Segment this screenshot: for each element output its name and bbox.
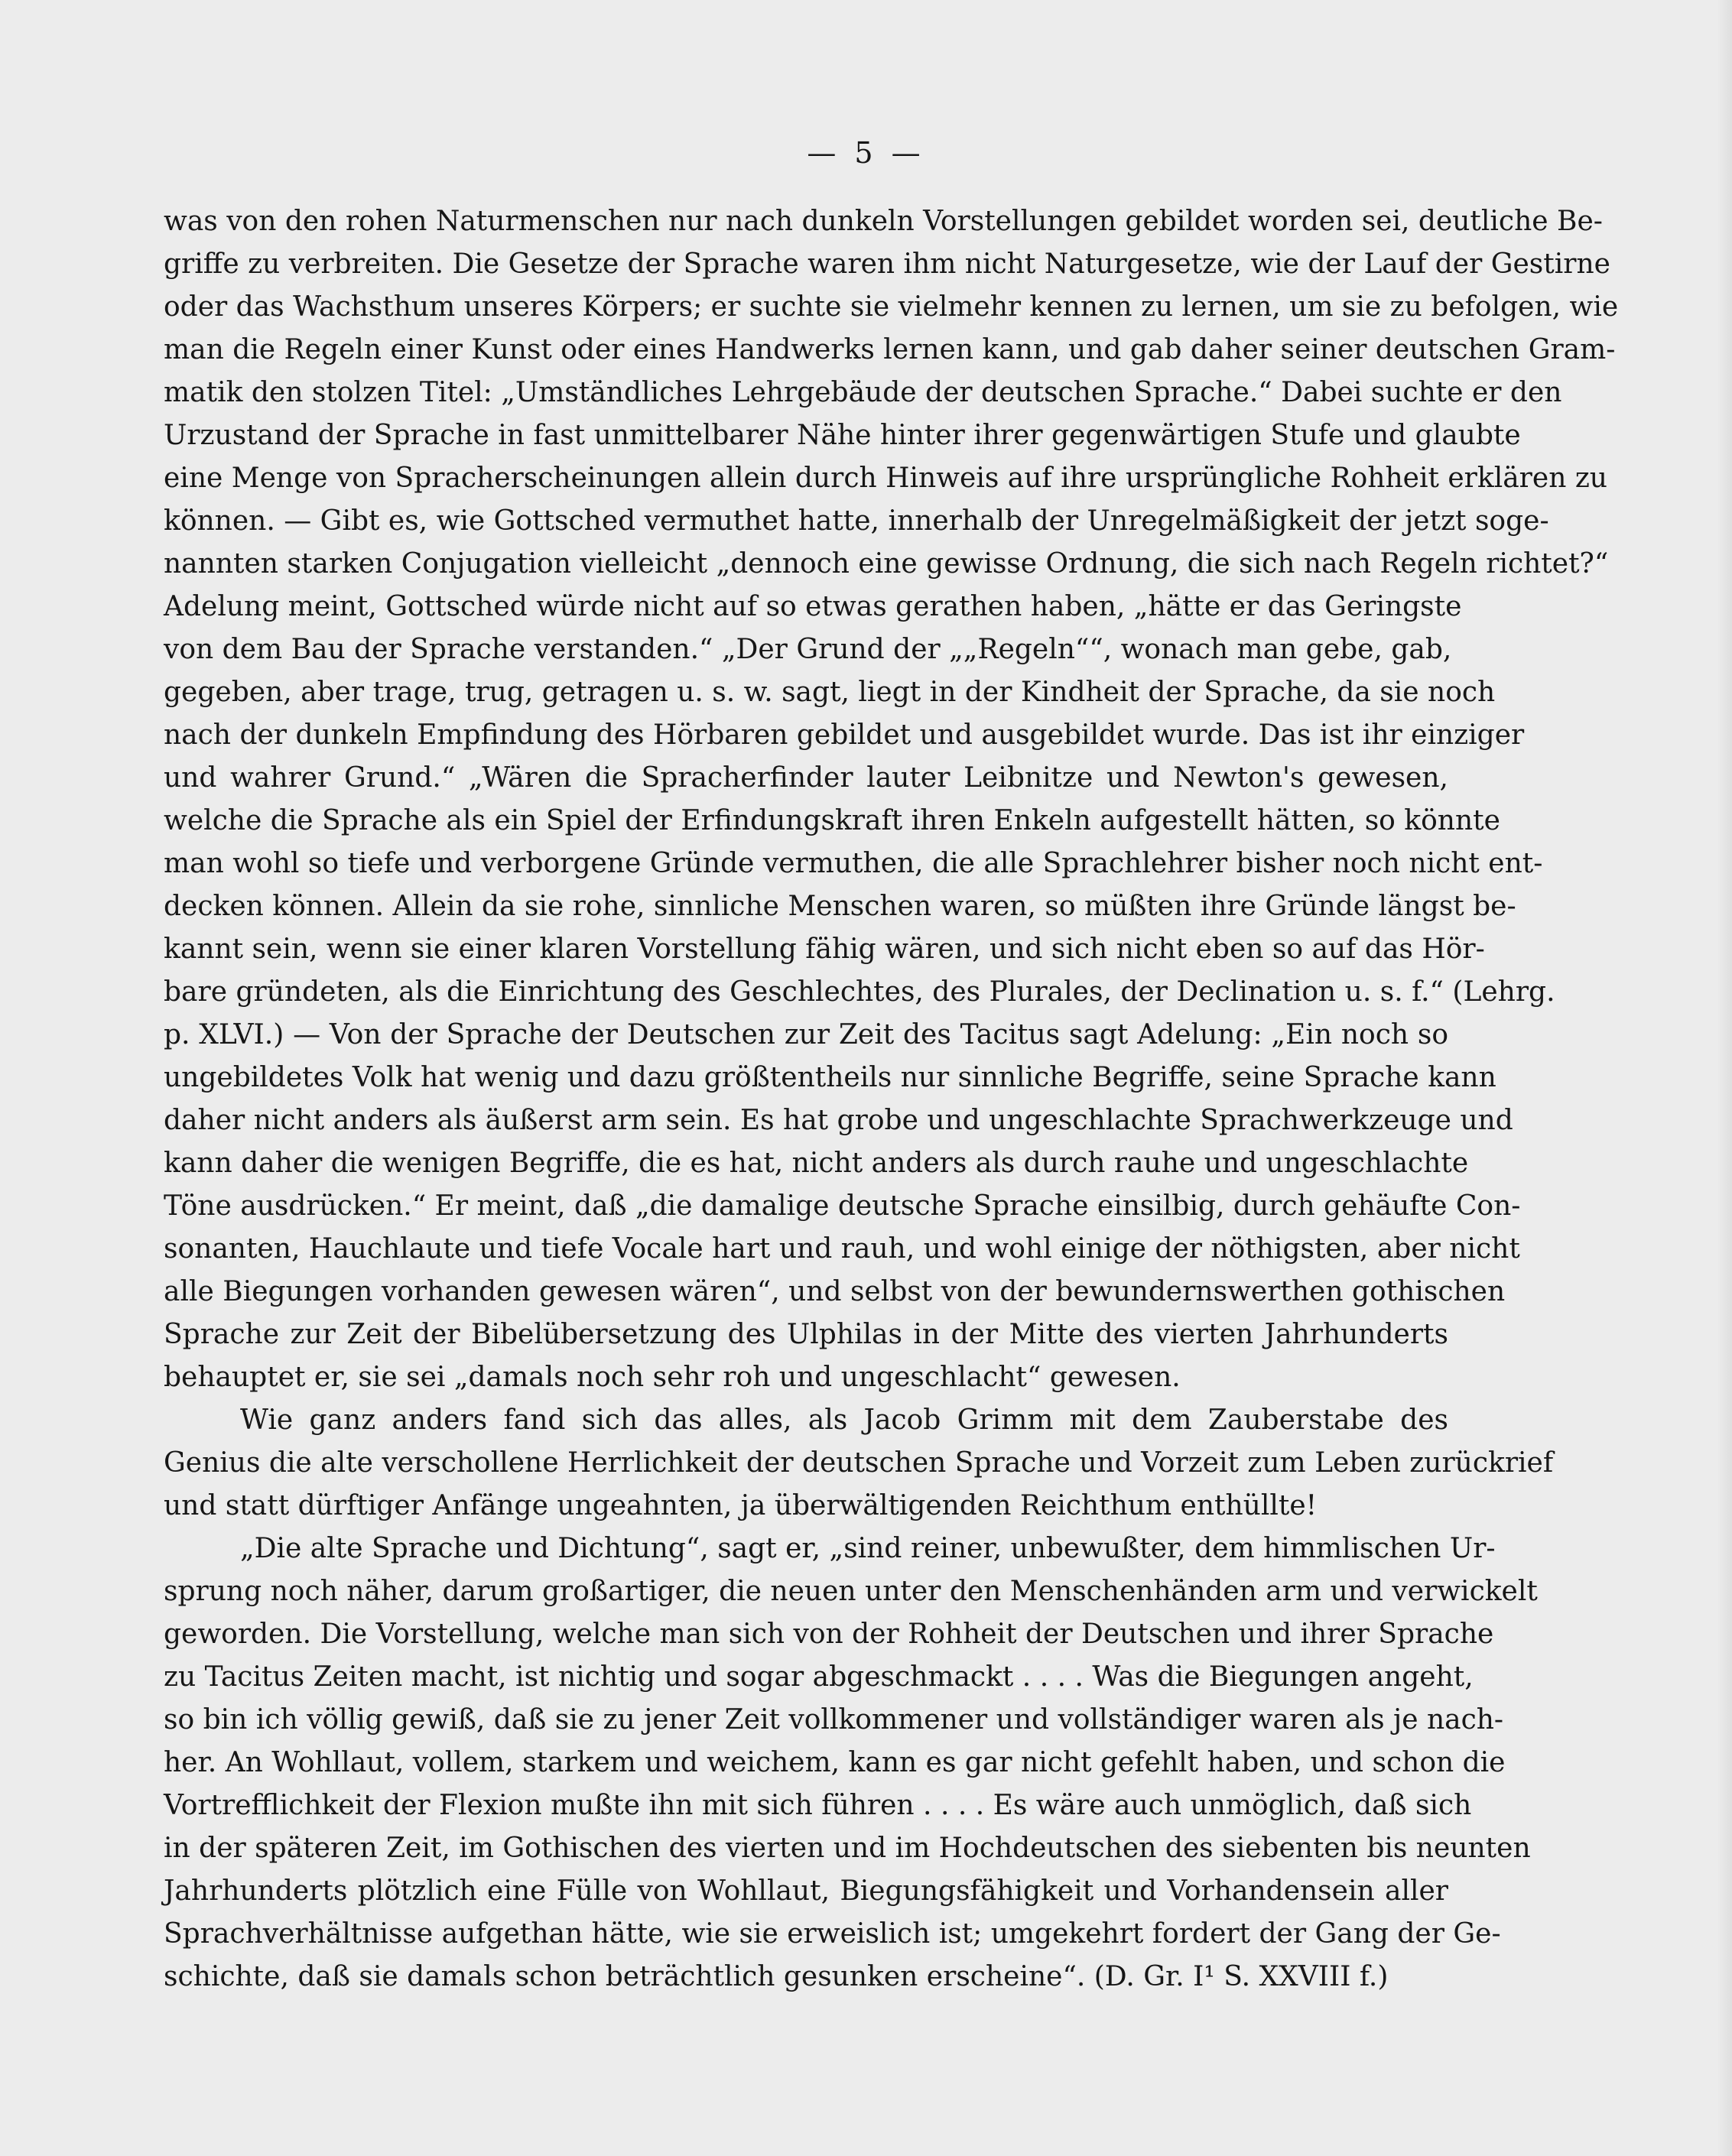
text-line: man wohl so tiefe und verborgene Gründe vermuthen, die alle Sprachlehrer bisher noch nicht ent- [164, 848, 1543, 879]
paragraph [164, 1528, 1538, 1999]
text-line: bare gründeten, als die Einrichtung des Geschlechtes, des Plurales, der Declination u. s. f.“ (Lehrg. [164, 976, 1555, 1008]
paragraph [164, 1399, 1554, 1528]
text-line: oder das Wachsthum unseres Körpers; er suchte sie vielmehr kennen zu lernen, um sie zu befolgen, wie [164, 291, 1619, 323]
text-line: und statt dürftiger Anfänge ungeahnten, ja überwältigenden Reichthum enthüllte! [164, 1490, 1318, 1521]
text-line: kann daher die wenigen Begriffe, die es hat, nicht anders als durch rauhe und ungeschlachte [164, 1148, 1469, 1179]
text-line: nach der dunkeln Empfindung des Hörbaren gebildet und ausgebildet wurde. Das ist ihr einziger [164, 719, 1525, 751]
text-line: sprung noch näher, darum großartiger, die neuen unter den Menschenhänden arm und verwickelt [164, 1576, 1538, 1607]
text-line: Wie ganz anders fand sich das alles, als Jacob Grimm mit dem Zauberstabe des [240, 1404, 1448, 1436]
text-line: was von den rohen Naturmenschen nur nach dunkeln Vorstellungen gebildet worden sei, deutliche Be- [164, 206, 1603, 237]
text-line: ungebildetes Volk hat wenig und dazu größtentheils nur sinnliche Begriffe, seine Sprache kann [164, 1062, 1496, 1093]
text-line: eine Menge von Spracherscheinungen allein durch Hinweis auf ihre ursprüngliche Rohheit erklären zu [164, 463, 1607, 494]
text-line: alle Biegungen vorhanden gewesen wären“, und selbst von der bewundernswerthen gothischen [164, 1276, 1506, 1307]
text-line: Sprache zur Zeit der Bibelübersetzung des Ulphilas in der Mitte des vierten Jahrhunderts [164, 1319, 1448, 1350]
scan-shading [1717, 0, 1732, 2156]
text-line: Töne ausdrücken.“ Er meint, daß „die damalige deutsche Sprache einsilbig, durch gehäufte Con- [164, 1190, 1521, 1222]
text-line: und wahrer Grund.“ „Wären die Spracherfinder lauter Leibnitze und Newton's gewesen, [164, 762, 1448, 794]
text-line: Jahrhunderts plötzlich eine Fülle von Wohllaut, Biegungsfähigkeit und Vorhandensein aller [164, 1875, 1448, 1907]
text-line: können. — Gibt es, wie Gottsched vermuthet hatte, innerhalb der Unregelmäßigkeit der jetzt soge- [164, 505, 1549, 537]
text-line: decken können. Allein da sie rohe, sinnliche Menschen waren, so müßten ihre Gründe längst be- [164, 891, 1516, 922]
text-line: man die Regeln einer Kunst oder eines Handwerks lernen kann, und gab daher seiner deutschen Gram- [164, 334, 1616, 365]
text-line: so bin ich völlig gewiß, daß sie zu jener Zeit vollkommener und vollständiger waren als je nach- [164, 1704, 1504, 1736]
body-text [164, 200, 1619, 1999]
text-line: „Die alte Sprache und Dichtung“, sagt er, „sind reiner, unbewußter, dem himmlischen Ur- [240, 1533, 1496, 1564]
text-line: Vortrefflichkeit der Flexion mußte ihn mit sich führen . . . . Es wäre auch unmöglich, daß sich [164, 1790, 1472, 1821]
text-line: gegeben, aber trage, trug, getragen u. s. w. sagt, liegt in der Kindheit der Sprache, da sie noch [164, 677, 1496, 708]
text-line: schichte, daß sie damals schon beträchtlich gesunken erscheine“. (D. Gr. I¹ S. XXVIII f.) [164, 1961, 1389, 1992]
text-line: Sprachverhältnisse aufgethan hätte, wie sie erweislich ist; umgekehrt fordert der Gang der Ge- [164, 1918, 1501, 1950]
text-line: p. XLVI.) — Von der Sprache der Deutschen zur Zeit des Tacitus sagt Adelung: „Ein noch so [164, 1019, 1448, 1050]
paragraph [164, 200, 1619, 1399]
text-line: griffe zu verbreiten. Die Gesetze der Sprache waren ihm nicht Naturgesetze, wie der Lauf der Gestirne [164, 248, 1610, 280]
text-line: Urzustand der Sprache in fast unmittelbarer Nähe hinter ihrer gegenwärtigen Stufe und glaubte [164, 420, 1521, 451]
text-line: Adelung meint, Gottsched würde nicht auf so etwas gerathen haben, „hätte er das Geringste [164, 591, 1462, 622]
text-line: von dem Bau der Sprache verstanden.“ „Der Grund der „„Regeln““, wonach man gebe, gab, [164, 634, 1452, 665]
text-line: behauptet er, sie sei „damals noch sehr roh und ungeschlacht“ gewesen. [164, 1362, 1181, 1393]
text-line: geworden. Die Vorstellung, welche man sich von der Rohheit der Deutschen und ihrer Sprache [164, 1619, 1494, 1650]
text-line: in der späteren Zeit, im Gothischen des vierten und im Hochdeutschen des siebenten bis neunten [164, 1833, 1531, 1864]
text-line: nannten starken Conjugation vielleicht „dennoch eine gewisse Ordnung, die sich nach Regeln richtet?“ [164, 548, 1609, 580]
text-line: sonanten, Hauchlaute und tiefe Vocale hart und rauh, und wohl einige der nöthigsten, aber nicht [164, 1233, 1520, 1265]
text-line: kannt sein, wenn sie einer klaren Vorstellung fähig wären, und sich nicht eben so auf das Hör- [164, 934, 1485, 965]
text-line: matik den stolzen Titel: „Umständliches Lehrgebäude der deutschen Sprache.“ Dabei suchte er den [164, 377, 1562, 408]
text-line: welche die Sprache als ein Spiel der Erfindungskraft ihren Enkeln aufgestellt hätten, so könnte [164, 805, 1500, 836]
text-line: Genius die alte verschollene Herrlichkeit der deutschen Sprache und Vorzeit zum Leben zurückrief [164, 1447, 1554, 1479]
page-number: — 5 — [807, 136, 925, 170]
text-line: her. An Wohllaut, vollem, starkem und weichem, kann es gar nicht gefehlt haben, und schon die [164, 1747, 1506, 1778]
text-line: zu Tacitus Zeiten macht, ist nichtig und sogar abgeschmackt . . . . Was die Biegungen angeht, [164, 1661, 1474, 1693]
text-line: daher nicht anders als äußerst arm sein. Es hat grobe und ungeschlachte Sprachwerkzeuge und [164, 1105, 1513, 1136]
